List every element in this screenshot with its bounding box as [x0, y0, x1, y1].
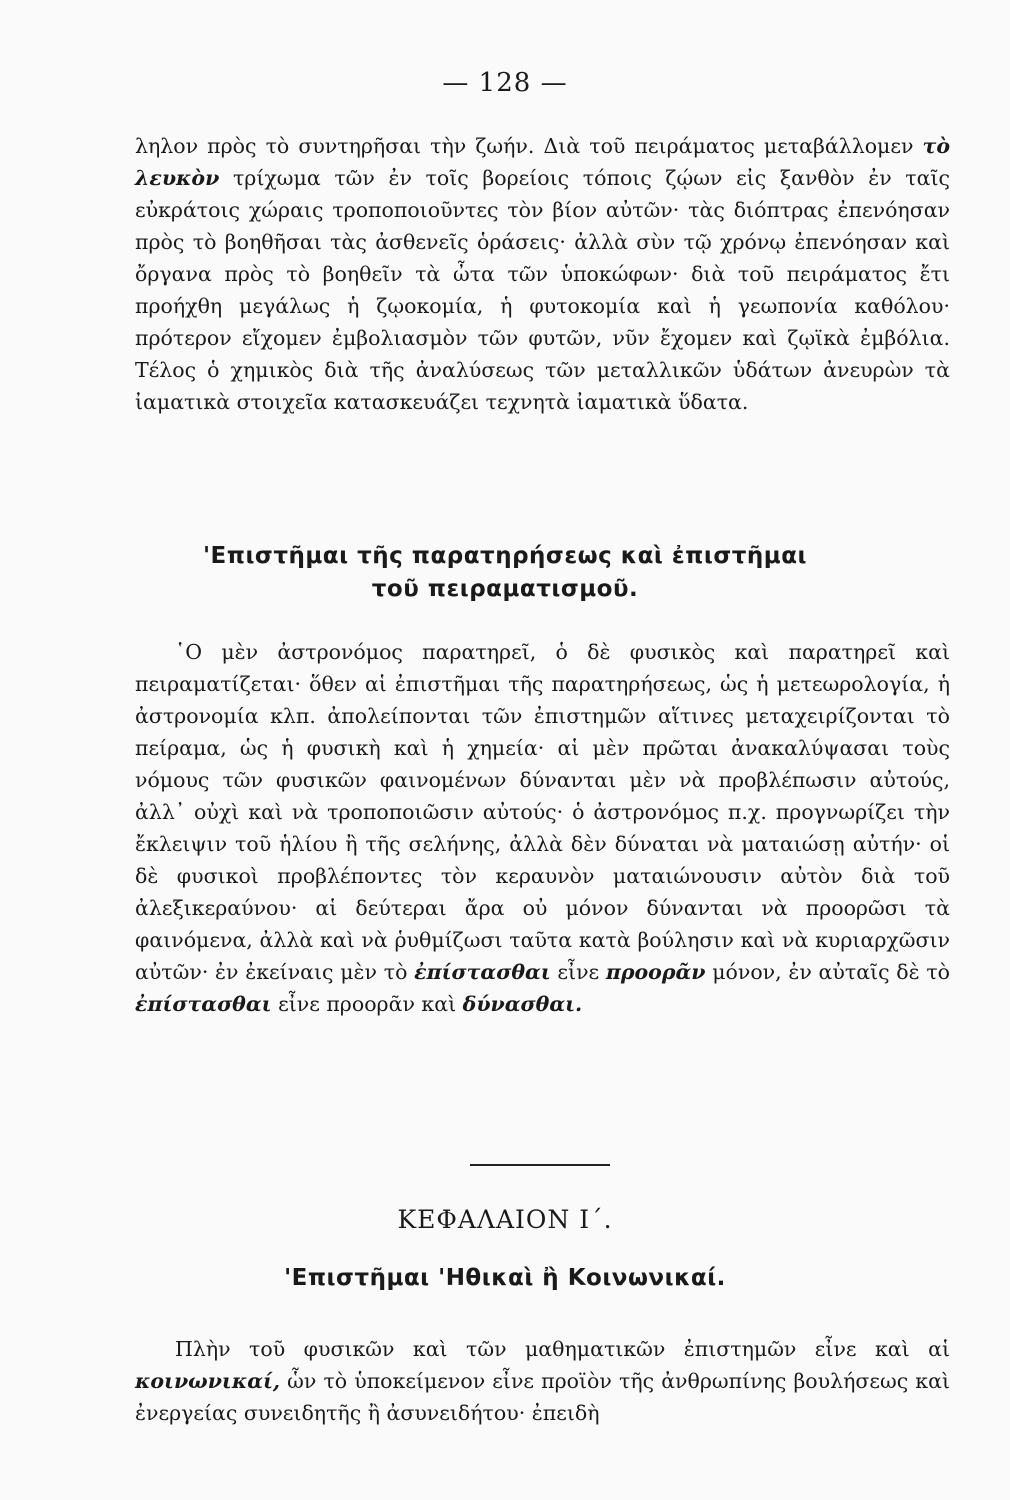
text: ληλον πρὸς τὸ συντηρῆσαι τὴν ζωήν. Διὰ τοῦ πειράματος μεταβάλλομεν	[135, 134, 923, 158]
emphasis: κοινωνικαί,	[135, 1369, 281, 1393]
chapter-title: ΚΕΦΑΛΑΙΟΝ Ι΄.	[397, 1205, 613, 1234]
paragraph-observation	[135, 636, 950, 1020]
section-heading-observation	[0, 540, 1010, 606]
emphasis: ἐπίστασθαι	[414, 960, 551, 984]
emphasis: ἐπίστασθαι	[135, 992, 272, 1016]
text: εἶνε προορᾶν καὶ	[271, 992, 463, 1016]
heading-line: τοῦ πειραματισμοῦ.	[371, 576, 639, 602]
text: Πλὴν τοῦ φυσικῶν καὶ τῶν μαθηματικῶν ἐπιστημῶν εἶνε καὶ αἱ	[175, 1337, 950, 1361]
page-number: — 128 —	[442, 68, 568, 98]
text: εἶνε	[550, 960, 606, 984]
section-heading-social: 'Επιστῆμαι 'Ηθικαὶ ἢ Κοινωνικαί.	[284, 1265, 726, 1291]
text: ῾Ο μὲν ἀστρονόμος παρατηρεῖ, ὁ δὲ φυσικὸς καὶ παρατηρεῖ καὶ πειραματίζεται· ὅθεν αἱ ἐπιστῆμαι τῆς παρατηρήσεως, ὡς ἡ μετεωρολογία, ἡ ἀστρονομία κλπ. ἀπολείπονται τῶν ἐπιστημῶν αἵτινες μεταχειρίζονται τὸ πείραμα, ὡς ἡ φυσικὴ καὶ ἡ χημεία· αἱ μὲν πρῶται ἀνακαλύψασαι τοὺς νόμους τῶν φυσικῶν φαινομένων δύνανται μὲν νὰ προβλέπωσιν αὐτούς, ἀλλ᾽ οὐχὶ καὶ νὰ τροποποιῶσιν αὐτούς· ὁ ἀστρονόμος π.χ. προγνωρίζει τὴν ἔκλειψιν τοῦ ἡλίου ἢ τῆς σελήνης, ἀλλὰ δὲν δύναται νὰ ματαιώσῃ αὐτήν· οἱ δὲ φυσικοὶ προβλέποντες τὸν κεραυνὸν ματαιώνουσιν αὐτὸν διὰ τοῦ ἀλεξικεραύνου· αἱ δεύτεραι ἄρα οὐ μόνον δύνανται νὰ προορῶσι τὰ φαινόμενα, ἀλλὰ καὶ νὰ ῥυθμίζωσι ταῦτα κατὰ βούλησιν καὶ νὰ κυριαρχῶσιν αὐτῶν· ἐν ἐκείναις μὲν τὸ	[135, 640, 950, 984]
paragraph-social	[135, 1333, 950, 1429]
text: μόνον, ἐν αὐταῖς δὲ τὸ	[705, 960, 951, 984]
emphasis: προορᾶν	[605, 960, 706, 984]
section-divider	[470, 1164, 610, 1166]
paragraph-experiments	[135, 130, 950, 418]
heading-line: 'Επιστῆμαι τῆς παρατηρήσεως καὶ ἐπιστῆμαι	[203, 543, 807, 569]
text: ὧν τὸ ὑποκείμενον εἶνε προϊὸν τῆς ἀνθρωπίνης βουλήσεως καὶ ἐνεργείας συνειδητῆς ἢ ἀσυνειδήτου· ἐπειδὴ	[135, 1369, 950, 1425]
text: τρίχωμα τῶν ἐν τοῖς βορείοις τόποις ζῴων εἰς ξανθὸν ἐν ταῖς εὐκράτοις χώραις τροποποιοῦντες τὸν βίον αὐτῶν· τὰς διόπτρας ἐπενόησαν πρὸς τὸ βοηθῆσαι τὰς ἀσθενεῖς ὁράσεις· ἀλλὰ σὺν τῷ χρόνῳ ἐπενόησαν καὶ ὄργανα πρὸς τὸ βοηθεῖν τὰ ὦτα τῶν ὑποκώφων· διὰ τοῦ πειράματος ἔτι προήχθη μεγάλως ἡ ζῳοκομία, ἡ φυτοκομία καὶ ἡ γεωπονία καθόλου· πρότερον εἴχομεν ἐμβολιασμὸν τῶν φυτῶν, νῦν ἔχομεν καὶ ζῳϊκὰ ἐμβόλια. Τέλος ὁ χημικὸς διὰ τῆς ἀναλύσεως τῶν μεταλλικῶν ὑδάτων ἀνευρὼν τὰ ἰαματικὰ στοιχεῖα κατασκευάζει τεχνητὰ ἰαματικὰ ὕδατα.	[135, 166, 950, 414]
emphasis: δύνασθαι.	[462, 992, 583, 1016]
emphasis: τὸ λευκὸν	[135, 134, 950, 190]
